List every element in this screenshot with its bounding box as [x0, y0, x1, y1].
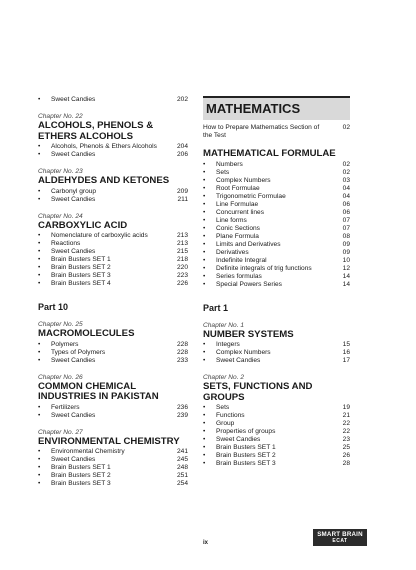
toc-entry-text-wrap [38, 188, 96, 196]
toc-entry [203, 241, 350, 249]
chapter-title: NUMBER SYSTEMS [203, 328, 294, 340]
toc-entry-page: 211 [177, 195, 188, 203]
toc-entry [203, 233, 350, 241]
toc-entry-label: Brain Busters SET 1 [216, 444, 276, 451]
toc-entry [203, 460, 350, 468]
toc-entry-text-wrap [203, 273, 262, 281]
toc-entry-page: 226 [176, 280, 188, 287]
bullet-icon: • [203, 349, 206, 356]
bullet-icon: • [203, 248, 206, 256]
toc-entry-label: Definite integrals of trig functions [216, 264, 312, 272]
toc-entry-page: 17 [342, 357, 350, 364]
toc-entry-page: 14 [342, 280, 350, 288]
bullet-icon: • [38, 248, 41, 255]
bullet-icon: • [38, 340, 41, 348]
bullet-icon: • [38, 356, 41, 364]
bullet-icon: • [203, 357, 206, 364]
chapter-number: Chapter No. 24 [38, 212, 83, 220]
toc-entry [38, 143, 188, 151]
toc-entry-label: Complex Numbers [216, 176, 271, 184]
toc-entry-page: 25 [342, 444, 350, 451]
toc-entry-page: 21 [342, 412, 350, 419]
toc-entry [38, 240, 188, 248]
toc-entry-page: 06 [342, 200, 350, 208]
bullet-icon: • [38, 151, 41, 158]
toc-entry-text-wrap [38, 143, 157, 151]
toc-entry-page: 22 [342, 428, 350, 435]
toc-entry-page: 23 [342, 436, 350, 443]
bullet-icon: • [38, 348, 41, 356]
toc-entry-page: 209 [176, 187, 188, 195]
toc-entry-text-wrap [38, 264, 111, 272]
toc-entry-page: 248 [176, 464, 188, 471]
toc-entry-text-wrap [203, 436, 260, 444]
toc-entry [38, 248, 188, 256]
bullet-icon: • [38, 240, 41, 247]
toc-entry-text-wrap [203, 452, 276, 460]
toc-entry-text-wrap [203, 349, 271, 357]
toc-entry-page: 233 [176, 356, 188, 364]
chapter-number: Chapter No. 2 [203, 374, 245, 381]
toc-entry-page: 19 [342, 404, 350, 411]
toc-entry [38, 264, 188, 272]
toc-entry-text-wrap [38, 232, 148, 240]
toc-entry [38, 232, 188, 240]
toc-entry-page: 223 [176, 272, 188, 279]
bullet-icon: • [38, 448, 41, 455]
bullet-icon: • [203, 436, 206, 443]
toc-entry-page: 220 [176, 264, 188, 271]
toc-entry-text-wrap [38, 151, 95, 159]
page-number: ix [203, 540, 209, 546]
toc-entry-text-wrap [38, 357, 95, 365]
bullet-icon: • [203, 232, 206, 240]
bullet-icon: • [38, 187, 41, 195]
bullet-icon: • [203, 264, 206, 272]
toc-entry-page: 213 [176, 232, 188, 239]
chapter-title: ALCOHOLS, PHENOLS & ETHERS ALCOHOLS [38, 120, 154, 142]
toc-entry-text-wrap [38, 240, 80, 248]
toc-entry-label: Special Powers Series [216, 280, 282, 288]
toc-entry-page: 04 [342, 192, 350, 200]
toc-entry-page: 03 [342, 176, 350, 184]
toc-entry-label: Sweet Candies [216, 357, 261, 364]
toc-entry-label: Sweet Candies [51, 456, 96, 463]
bullet-icon: • [38, 195, 41, 203]
toc-entry-text-wrap [38, 472, 111, 480]
toc-entry [203, 281, 350, 289]
bullet-icon: • [38, 256, 41, 263]
toc-entry [203, 420, 350, 428]
toc-entry-text-wrap [38, 256, 111, 264]
toc-entry-text-wrap [203, 341, 240, 349]
chapter-number: Chapter No. 26 [38, 373, 83, 381]
toc-entry-label: Conic Sections [216, 224, 260, 232]
left-column [38, 96, 188, 488]
bullet-icon: • [203, 404, 206, 411]
bullet-icon: • [38, 272, 41, 279]
bullet-icon: • [203, 420, 206, 427]
toc-entry-text-wrap [203, 185, 260, 193]
toc-entry [203, 428, 350, 436]
toc-entry [203, 349, 350, 357]
chapter-number: Chapter No. 25 [38, 321, 83, 328]
intro-text: How to Prepare Mathematics Section of the Test [203, 124, 320, 139]
toc-entry-page: 218 [176, 256, 188, 263]
toc-entry-text-wrap [203, 265, 312, 273]
toc-entry-label: Limits and Derivatives [216, 240, 281, 248]
bullet-icon: • [203, 176, 206, 184]
toc-entry-page: 15 [342, 341, 350, 348]
toc-entry-text-wrap [203, 281, 282, 289]
toc-entry [38, 188, 188, 196]
toc-entry-page: 239 [176, 411, 188, 419]
chapter-title: ENVIRONMENTAL CHEMISTRY [38, 435, 180, 447]
toc-entry-label: Sets [216, 404, 230, 411]
toc-entry [38, 280, 188, 288]
toc-entry [203, 436, 350, 444]
toc-entry-page: 06 [342, 208, 350, 216]
toc-entry [203, 161, 350, 169]
toc-entry-label: Root Formulae [216, 184, 260, 192]
toc-entry-page: 241 [176, 448, 188, 455]
toc-entry-label: Carbonyl group [51, 187, 97, 195]
toc-entry [203, 265, 350, 273]
toc-entry [203, 341, 350, 349]
smart-brain-logo [313, 529, 367, 546]
bullet-icon: • [38, 280, 41, 287]
chapter-number: Chapter No. 22 [38, 113, 83, 120]
toc-entry-label: Types of Polymers [51, 348, 106, 356]
toc-entry [38, 472, 188, 480]
toc-entry [203, 257, 350, 265]
toc-entry [203, 357, 350, 365]
toc-entry-label: Fertilizers [51, 403, 80, 411]
bullet-icon: • [203, 184, 206, 192]
toc-entry-page: 07 [342, 224, 350, 232]
bullet-icon: • [203, 192, 206, 200]
toc-entry-text-wrap [203, 225, 260, 233]
toc-entry-page: 206 [176, 151, 188, 158]
subject-banner: MATHEMATICS [203, 96, 350, 120]
toc-entry-page: 08 [342, 232, 350, 240]
toc-entry-label: Brain Busters SET 1 [51, 464, 111, 471]
chapter-number: Chapter No. 27 [38, 428, 83, 436]
toc-entry-text-wrap [203, 249, 249, 257]
toc-entry-label: Functions [216, 412, 245, 419]
toc-entry [203, 169, 350, 177]
toc-entry-text-wrap [203, 177, 271, 185]
toc-entry-text-wrap [38, 456, 95, 464]
part-heading: Part 10 [38, 302, 69, 312]
toc-entry-label: Properties of groups [216, 428, 276, 435]
toc-entry-label: Sweet Candies [51, 195, 96, 203]
toc-entry-page: 228 [176, 340, 188, 348]
toc-entry [38, 480, 188, 488]
toc-entry [203, 444, 350, 452]
toc-entry-page: 228 [176, 348, 188, 356]
toc-entry-page: 236 [176, 403, 188, 411]
toc-entry-text-wrap [38, 280, 111, 288]
toc-entry-text-wrap [38, 349, 105, 357]
toc-entry [203, 193, 350, 201]
bullet-icon: • [203, 341, 206, 348]
bullet-icon: • [38, 264, 41, 271]
toc-entry-label: Group [216, 420, 235, 427]
bullet-icon: • [203, 240, 206, 248]
toc-entry-text-wrap [203, 169, 229, 177]
toc-entry-label: Brain Busters SET 2 [51, 264, 111, 271]
toc-entry-label: Brain Busters SET 1 [51, 256, 111, 263]
toc-entry-label: Brain Busters SET 3 [51, 480, 111, 487]
part-heading: Part 1 [203, 302, 229, 313]
toc-entry-text-wrap [203, 444, 276, 452]
toc-entry-page: 09 [342, 248, 350, 256]
toc-entry [203, 404, 350, 412]
toc-entry-label: Derivatives [216, 248, 249, 256]
logo-line-2: ECAT [332, 538, 348, 544]
toc-entry [38, 256, 188, 264]
intro-page: 02 [342, 124, 350, 131]
toc-entry-text-wrap [203, 217, 247, 225]
bullet-icon: • [203, 280, 206, 288]
toc-entry [203, 249, 350, 257]
toc-entry [203, 201, 350, 209]
toc-entry-label: Sweet Candies [51, 96, 96, 103]
toc-entry-label: Sweet Candies [51, 356, 96, 364]
toc-entry [203, 177, 350, 185]
toc-entry-text-wrap [203, 460, 276, 468]
toc-entry-page: 22 [342, 420, 350, 427]
toc-entry-label: Reactions [51, 240, 81, 247]
toc-entry [38, 272, 188, 280]
toc-entry-text-wrap [38, 272, 111, 280]
bullet-icon: • [203, 428, 206, 435]
bullet-icon: • [203, 168, 206, 176]
toc-entry-label: Sweet Candies [51, 248, 96, 255]
bullet-icon: • [203, 272, 206, 280]
bullet-icon: • [203, 452, 206, 459]
toc-entry-label: Numbers [216, 160, 243, 168]
toc-entry-page: 02 [342, 168, 350, 176]
toc-entry-page: 09 [342, 240, 350, 248]
bullet-icon: • [203, 412, 206, 419]
toc-entry-page: 215 [176, 248, 188, 255]
toc-entry [203, 225, 350, 233]
toc-entry-text-wrap [203, 209, 264, 217]
toc-entry [38, 456, 188, 464]
toc-entry-label: Sweet Candies [216, 436, 261, 443]
toc-entry-text-wrap [38, 341, 78, 349]
chapter-number: Chapter No. 1 [203, 321, 245, 329]
toc-entry-label: Integers [216, 341, 240, 348]
chapter-title: MACROMOLECULES [38, 328, 135, 339]
bullet-icon: • [38, 232, 41, 239]
right-column [203, 96, 350, 468]
chapter-number: Chapter No. 23 [38, 168, 83, 175]
toc-entry-page: 04 [342, 184, 350, 192]
toc-entry [38, 96, 188, 104]
toc-entry-label: Sweet Candies [51, 151, 96, 158]
toc-entry-text-wrap [38, 448, 125, 456]
toc-entry [38, 341, 188, 349]
bullet-icon: • [38, 464, 41, 471]
bullet-icon: • [203, 200, 206, 208]
toc-entry-label: Line forms [216, 216, 247, 224]
intro-entry [203, 124, 350, 140]
toc-entry [38, 349, 188, 357]
toc-entry-text-wrap [203, 428, 275, 436]
toc-entry [38, 464, 188, 472]
toc-entry [38, 357, 188, 365]
toc-entry-page: 10 [342, 256, 350, 264]
toc-entry-page: 12 [342, 264, 350, 272]
bullet-icon: • [38, 403, 41, 411]
toc-entry-label: Complex Numbers [216, 349, 271, 356]
toc-entry-page: 07 [342, 216, 350, 224]
chapter-title: CARBOXYLIC ACID [38, 219, 128, 231]
bullet-icon: • [38, 480, 41, 487]
toc-entry-text-wrap [203, 420, 234, 428]
toc-entry-page: 14 [342, 272, 350, 280]
toc-entry-page: 28 [342, 460, 350, 467]
toc-entry-label: Brain Busters SET 2 [216, 452, 276, 459]
toc-entry [203, 273, 350, 281]
toc-entry-label: Sets [216, 168, 230, 176]
bullet-icon: • [38, 456, 41, 463]
bullet-icon: • [38, 472, 41, 479]
bullet-icon: • [203, 224, 206, 232]
bullet-icon: • [203, 208, 206, 216]
toc-entry-text-wrap [203, 412, 245, 420]
chapter-title: ALDEHYDES AND KETONES [38, 175, 170, 186]
toc-entry [38, 404, 188, 412]
toc-entry-label: Brain Busters SET 4 [51, 280, 111, 287]
bullet-icon: • [38, 96, 41, 103]
bullet-icon: • [38, 143, 41, 150]
toc-entry-page: 26 [342, 452, 350, 459]
chapter-title: SETS, FUNCTIONS AND GROUPS [203, 381, 313, 403]
toc-entry-page: 202 [176, 96, 188, 103]
toc-entry-label: Polymers [51, 340, 79, 348]
toc-entry [203, 209, 350, 217]
toc-entry-label: Indefinite Integral [216, 256, 267, 264]
toc-entry-label: Sweet Candies [51, 411, 96, 419]
toc-entry-page: 251 [176, 472, 188, 479]
bullet-icon: • [38, 411, 41, 419]
toc-entry [38, 412, 188, 420]
toc-entry-label: Alcohols, Phenols & Ethers Alcohols [51, 143, 157, 150]
toc-entry-text-wrap [203, 404, 229, 412]
toc-entry [38, 151, 188, 159]
logo-line-1: SMART BRAIN [317, 531, 363, 538]
toc-entry [203, 185, 350, 193]
toc-entry-label: Brain Busters SET 2 [51, 472, 111, 479]
toc-entry-text-wrap [38, 404, 80, 412]
toc-entry-label: Trigonometric Formulae [216, 192, 286, 200]
toc-entry-label: Nomenclature of carboxylic acids [51, 232, 148, 239]
toc-entry-page: 204 [176, 143, 188, 150]
toc-entry-text-wrap [203, 161, 243, 169]
bullet-icon: • [203, 216, 206, 224]
toc-entry-text-wrap [203, 201, 258, 209]
toc-entry-text-wrap [38, 96, 95, 104]
bullet-icon: • [203, 256, 206, 264]
bullet-icon: • [203, 460, 206, 467]
toc-entry-label: Brain Busters SET 3 [216, 460, 276, 467]
toc-entry-label: Plane Formula [216, 232, 259, 240]
toc-entry-label: Brain Busters SET 3 [51, 272, 111, 279]
toc-entry-text-wrap [203, 241, 281, 249]
toc-entry-label: Concurrent lines [216, 208, 265, 216]
toc-entry-text-wrap [38, 196, 95, 204]
toc-entry [203, 452, 350, 460]
toc-entry-page: 245 [176, 456, 188, 463]
chapter-title: COMMON CHEMICAL INDUSTRIES IN PAKISTAN [38, 380, 159, 402]
toc-entry-page: 213 [176, 240, 188, 247]
toc-entry-text-wrap [38, 480, 111, 488]
bullet-icon: • [203, 160, 206, 168]
bullet-icon: • [203, 444, 206, 451]
toc-entry [38, 196, 188, 204]
toc-entry [203, 412, 350, 420]
toc-entry-text-wrap [203, 357, 260, 365]
toc-entry-page: 254 [176, 480, 188, 487]
toc-entry-page: 16 [342, 349, 350, 356]
toc-entry-text-wrap [203, 233, 259, 241]
toc-entry [203, 217, 350, 225]
toc-entry-label: Line Formulae [216, 200, 259, 208]
toc-entry-text-wrap [203, 193, 286, 201]
formulae-title: MATHEMATICAL FORMULAE [203, 148, 336, 159]
toc-entry-text-wrap [38, 248, 95, 256]
toc-entry-page: 02 [342, 160, 350, 168]
toc-entry-label: Series formulas [216, 272, 262, 280]
toc-entry-text-wrap [38, 464, 111, 472]
toc-entry-text-wrap [203, 257, 267, 265]
toc-entry [38, 448, 188, 456]
toc-entry-text-wrap [38, 412, 95, 420]
toc-entry-label: Environmental Chemistry [51, 448, 125, 455]
